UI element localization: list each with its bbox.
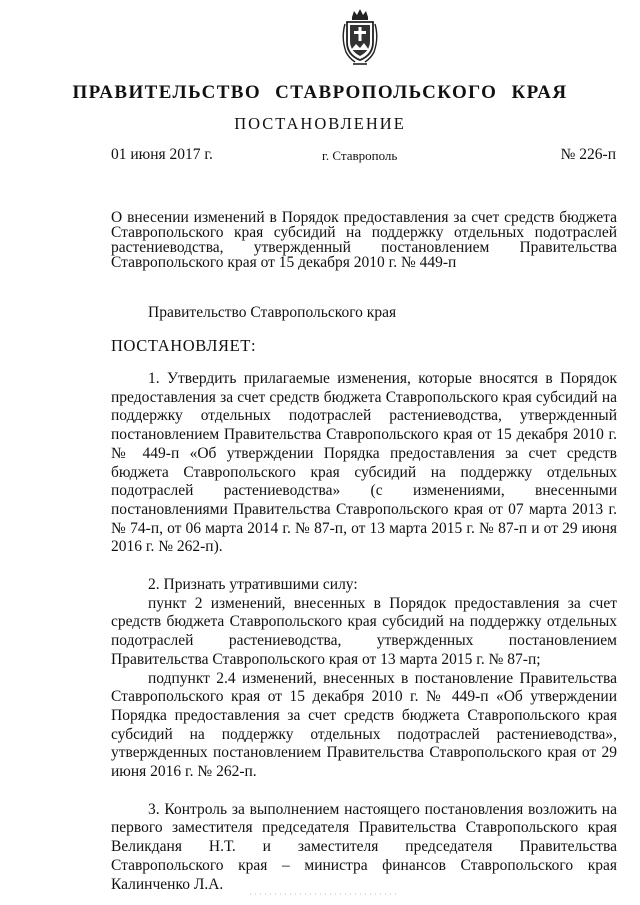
government-title: ПРАВИТЕЛЬСТВО СТАВРОПОЛЬСКОГО КРАЯ	[72, 82, 568, 103]
preamble: Правительство Ставропольского края	[148, 304, 397, 321]
document-number: № 226-п	[560, 146, 616, 163]
paragraph-2: 2. Признать утратившими силу:	[148, 576, 358, 594]
scan-artifact	[250, 892, 400, 896]
coat-of-arms-icon	[339, 8, 381, 66]
paragraph-3: 3. Контроль за выполнением настоящего постановления возложить на первого заместителя председателя Правительства Ставропольского края Великданя Н.Т. и заместителя председателя Правительства Ставропольского края – министра финансов Ставропольского края Калинченко Л.А.	[111, 800, 617, 893]
decree-word: ПОСТАНОВЛЯЕТ:	[111, 336, 257, 355]
paragraph-1: 1. Утвердить прилагаемые изменения, которые вносятся в Порядок предоставления за счет средств бюджета Ставропольского края субсидий на поддержку отдельных подотраслей растениеводства, утвержденный постановлением Правительства Ставропольского края от 15 декабря 2010 г. № 449-п «Об утверждении Порядка предоставления за счет средств бюджета Ставропольского края субсидий на поддержку отдельных подотраслей растениеводства» (с изменениями, внесенными постановлениями Правительства Ставропольского края от 07 марта 2013 г. № 74-п, от 06 марта 2014 г. № 87-п, от 13 марта 2015 г. № 87-п и от 29 июня 2016 г. № 262-п).	[111, 370, 617, 556]
document-type: ПОСТАНОВЛЕНИЕ	[234, 114, 406, 133]
document-date: 01 июня 2017 г.	[111, 146, 213, 163]
document-subject: О внесении изменений в Порядок предоставления за счет средств бюджета Ставропольского края субсидий на поддержку отдельных подотраслей растениеводства, утвержденный постановлением Правительства Ставропольского края от 15 декабря 2010 г. № 449-п	[111, 209, 617, 271]
paragraph-2-item-1: пункт 2 изменений, внесенных в Порядок предоставления за счет средств бюджета Ставропольского края субсидий на поддержку отдельных подотраслей растениеводства, утвержденных постановлением Правительства Ставропольского края от 13 марта 2015 г. № 87-п;	[111, 594, 617, 668]
paragraph-2-item-2: подпункт 2.4 изменений, внесенных в постановление Правительства Ставропольского края от 15 декабря 2010 г. № 449-п «Об утверждении Порядка предоставления за счет средств бюджета Ставропольского края субсидий на поддержку отдельных подотраслей растениеводства», утвержденных постановлением Правительства Ставропольского края от 29 июня 2016 г. № 262-п.	[111, 669, 617, 781]
document-city: г. Ставрополь	[322, 148, 398, 163]
document-body	[111, 370, 617, 894]
